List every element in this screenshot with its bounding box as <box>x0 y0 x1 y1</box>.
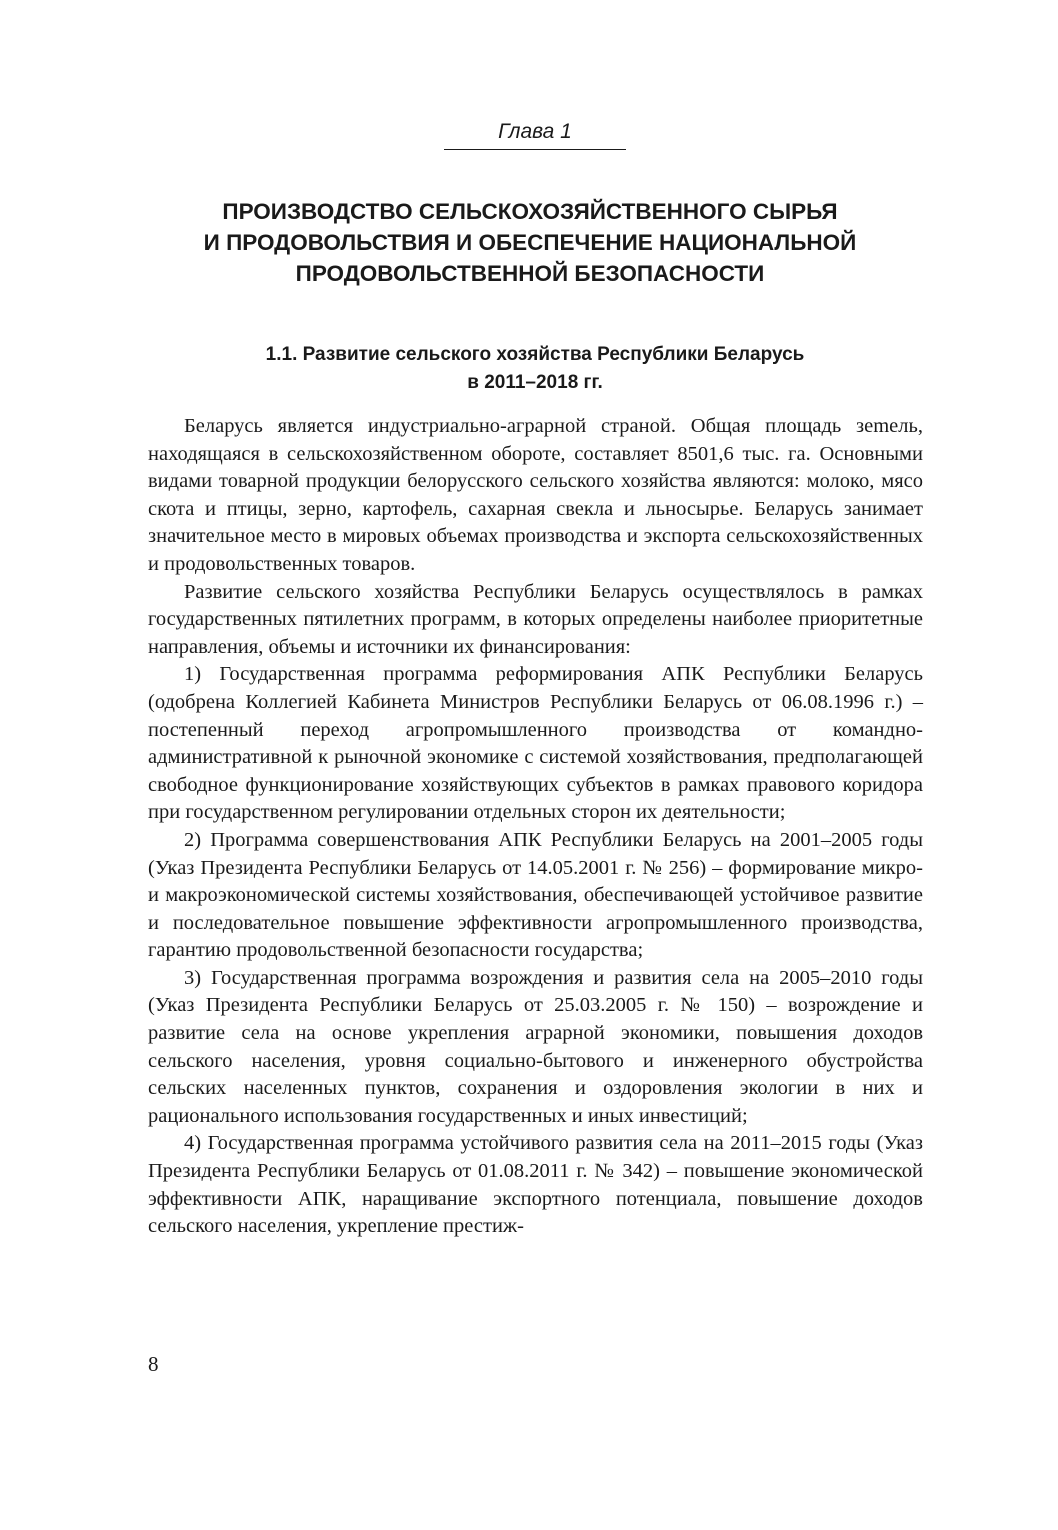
paragraph-program-3: 3) Государственная программа возрождения и развития села на 2005–2010 годы (Указ Президента Республики Беларусь от 25.03.2005 г. № 150) – возрождение и развитие села на основе укрепления аграрной экономики, повышения доходов сельского населения, уровня социально-бытового и инженерного обустройства сельских населенных пунктов, сохранения и оздоровления экологии в них и рационального использования государственных и иных инвестиций; <box>148 966 923 1127</box>
chapter-title-line: ПРОИЗВОДСТВО СЕЛЬСКОХОЗЯЙСТВЕННОГО СЫРЬЯ <box>222 199 838 224</box>
chapter-title <box>150 196 910 289</box>
paragraph-programs-intro: Развитие сельского хозяйства Республики Беларусь осуществлялось в рамках государственных пятилетних программ, в которых определены наиболее приоритетные направления, объемы и источники их финансирования: <box>148 580 923 658</box>
paragraph-intro: Беларусь является индустриально-аграрной страной. Общая площадь зеmель, находящаяся в сельскохозяйственном обороте, составляет 8501,6 тыс. га. Основными видами товарной продукции белорусского сельского хозяйства являются: молоко, мясо скота и птицы, зерно, картофель, сахарная свекла и льносырье. Беларусь занимает значительное место в мировых объемах производства и экспорта сельскохозяйственных и продовольственных товаров. <box>148 415 923 575</box>
paragraph-program-4: 4) Государственная программа устойчивого развития села на 2011–2015 годы (Указ Президента Республики Беларусь от 01.08.2011 г. № 342) – повышение экономической эффективности АПК, наращивание экспортного потенциала, повышение доходов сельского населения, укрепление престиж- <box>148 1132 923 1238</box>
paragraph-program-1: 1) Государственная программа реформирования АПК Республики Беларусь (одобрена Коллегией Кабинета Министров Республики Беларусь от 06.08.1996 г.) – постепенный переход агропромышленного производства от командно-административной к рыночной экономике с системой хозяйствования, предполагающей свободное функционирование хозяйствующих субъектов в рамках правового коридора при государственном регулировании отдельных сторон их деятельности; <box>148 663 923 824</box>
page-number: 8 <box>148 1352 159 1376</box>
paragraph-program-2: 2) Программа совершенствования АПК Республики Беларусь на 2001–2005 годы (Указ Президента Республики Беларусь от 14.05.2001 г. № 256) – формирование микро- и макроэкономической системы хозяйствования, обеспечивающей устойчивое развитие и последовательное повышение эффективности агропромышленного производства, гарантию продовольственной безопасности государства; <box>148 828 923 962</box>
section-heading-line: 1.1. Развитие сельского хозяйства Республики Беларусь <box>265 344 805 365</box>
chapter-underline <box>444 149 626 150</box>
chapter-label: Глава 1 <box>498 120 572 143</box>
chapter-title-line: ПРОДОВОЛЬСТВЕННОЙ БЕЗОПАСНОСТИ <box>295 261 765 286</box>
section-heading-line: в 2011–2018 гг. <box>467 372 603 393</box>
chapter-title-line: И ПРОДОВОЛЬСТВИЯ И ОБЕСПЕЧЕНИЕ НАЦИОНАЛЬНОЙ <box>203 230 857 255</box>
section-heading <box>150 341 920 397</box>
body-text <box>148 413 923 1241</box>
